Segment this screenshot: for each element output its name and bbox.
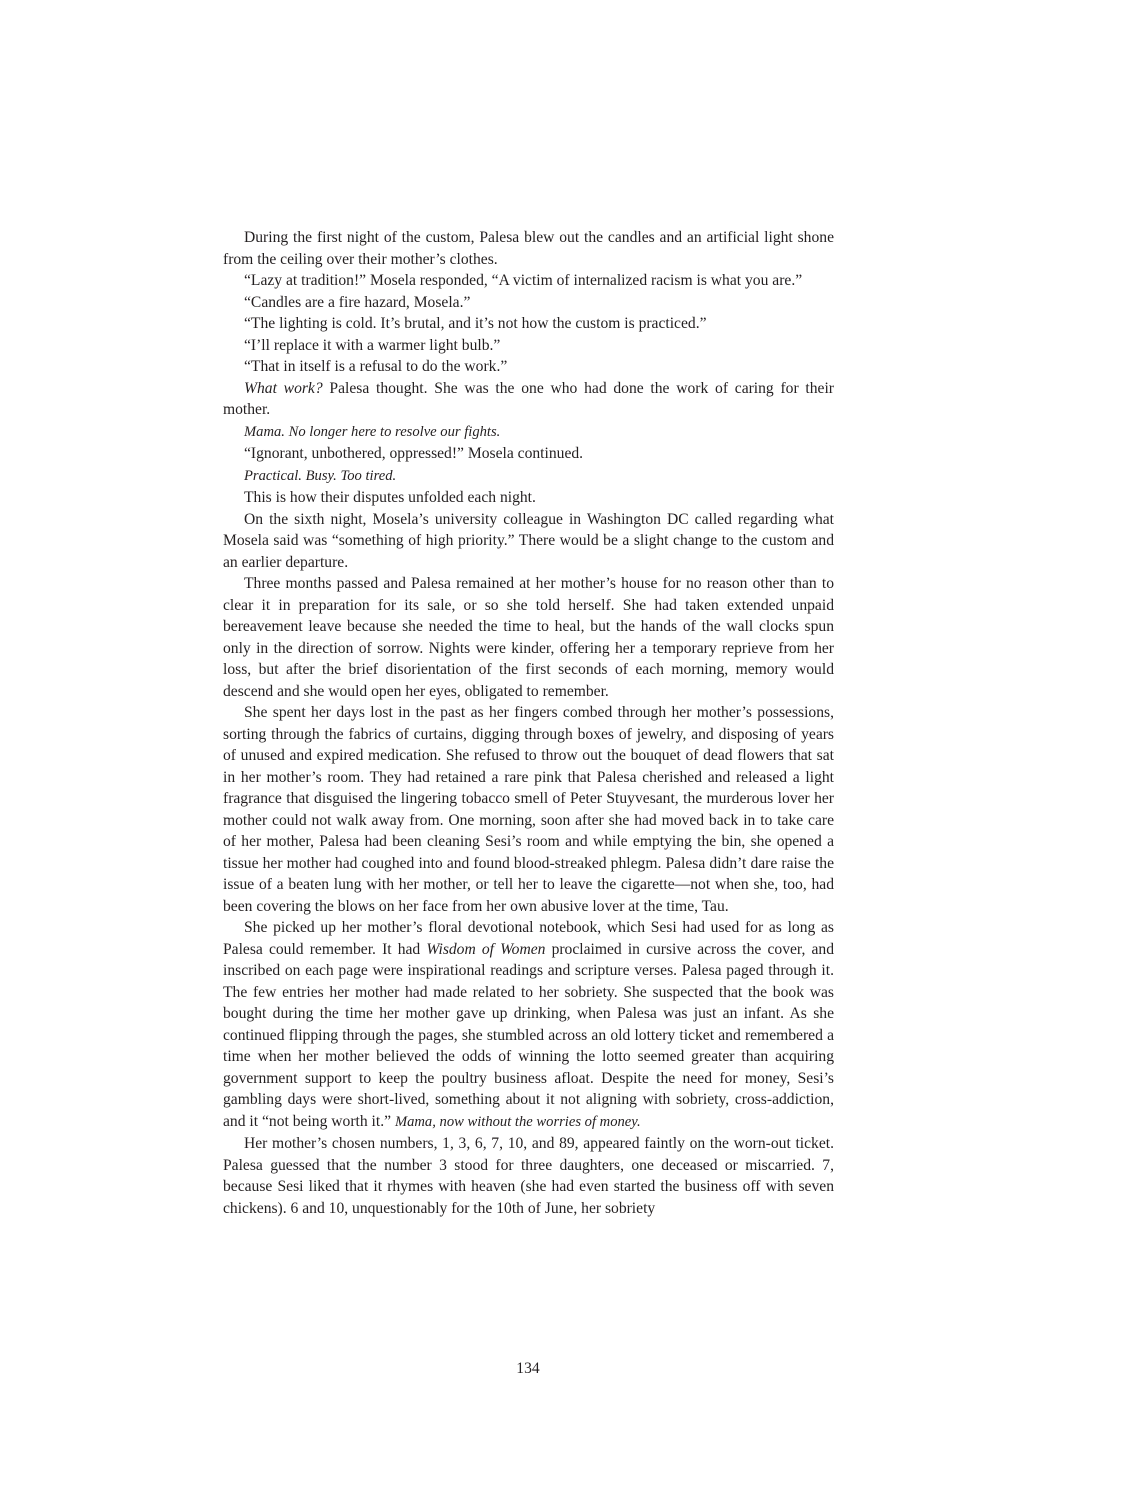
book-title: Wisdom of Women xyxy=(426,940,546,958)
italic-thought: What work? xyxy=(244,379,323,397)
page-number: 134 xyxy=(516,1360,540,1377)
body-text xyxy=(223,227,834,1219)
paragraph: “The lighting is cold. It’s brutal, and it’s not how the custom is practiced.” xyxy=(244,315,707,332)
italic-thought: Mama, now without the worries of money. xyxy=(394,1113,641,1130)
paragraph: “Candles are a fire hazard, Mosela.” xyxy=(244,293,471,311)
paragraph-text: Palesa thought. She was the one who had done the work of caring for their mother. xyxy=(223,379,834,418)
paragraph: “I’ll replace it with a warmer light bulb.” xyxy=(244,336,501,354)
paragraph xyxy=(223,421,834,444)
paragraph xyxy=(223,917,834,1133)
paragraph: This is how their disputes unfolded each night. xyxy=(244,489,536,506)
italic-thought: Mama. No longer here to resolve our fights. xyxy=(244,423,501,440)
paragraph: Three months passed and Palesa remained at her mother’s house for no reason other than to clear it in preparation for its sale, or so she told herself. She had taken extended unpaid bereavement leave because she needed the time to heal, but the hands of the wall clocks spun only in the direction of sorrow. Nights were kinder, offering her a temporary reprieve from her loss, but after the brief disorientation of the first seconds of each morning, memory would descend and she would open her eyes, obligated to remember. xyxy=(223,575,834,700)
paragraph xyxy=(223,378,834,421)
paragraph: She spent her days lost in the past as her fingers combed through her mother’s possessions, sorting through the fabrics of curtains, digging through boxes of jewelry, and disposing of years of unused and expired medication. She refused to throw out the bouquet of dead flowers that sat in her mother’s room. They had retained a rare pink that Palesa cherished and released a light fragrance that disguised the lingering tobacco smell of Peter Stuyvesant, the murderous lover her mother could not walk away from. One morning, soon after she had moved back in to take care of her mother, Palesa had been cleaning Sesi’s room and while emptying the bin, she opened a tissue her mother had coughed into and found blood-streaked phlegm. Palesa didn’t dare raise the issue of a beaten lung with her mother, or tell her to leave the cigarette—not when she, too, had been covering the blows on her face from her own abusive lover at the time, Tau. xyxy=(223,704,834,915)
paragraph: Her mother’s chosen numbers, 1, 3, 6, 7, 10, and 89, appeared faintly on the worn-out ticket. Palesa guessed that the number 3 stood for three daughters, one deceased or miscarried. 7, because Sesi liked that it rhymes with heaven (she had even started the business off with seven chickens). 6 and 10, unquestionably for the 10th of June, her sobriety xyxy=(223,1135,834,1217)
paragraph: “Lazy at tradition!” Mosela responded, “A victim of internalized racism is what you are.” xyxy=(244,272,803,289)
paragraph-text: proclaimed in cursive across the cover, and inscribed on each page were inspirational readings and scripture verses. Palesa paged through it. The few entries her mother had made related to her sobriety. She suspected that the book was bought during the time her mother gave up drinking, when Palesa was just an infant. As she continued flipping through the pages, she stumbled across an old lottery ticket and remembered a time when her mother believed the odds of winning the lotto seemed greater than acquiring government support to keep the poultry business afloat. Despite the need for money, Sesi’s gambling days were short-lived, something about it not aligning with sobriety, cross-addiction, and it “not being worth it.” xyxy=(223,940,835,1130)
paragraph-text: She picked up her mother’s floral devotional notebook, which Sesi had used for as long as Palesa could remember. It had xyxy=(223,919,834,958)
italic-thought: Practical. Busy. Too tired. xyxy=(244,467,397,484)
paragraph: “That in itself is a refusal to do the work.” xyxy=(244,358,508,375)
paragraph: “Ignorant, unbothered, oppressed!” Mosela continued. xyxy=(244,445,584,462)
paragraph: On the sixth night, Mosela’s university colleague in Washington DC called regarding what Mosela said was “something of high priority.” There would be a slight change to the custom and an earlier departure. xyxy=(223,510,834,571)
paragraph xyxy=(223,465,834,488)
paragraph: During the first night of the custom, Palesa blew out the candles and an artificial light shone from the ceiling over their mother’s clothes. xyxy=(223,229,834,268)
